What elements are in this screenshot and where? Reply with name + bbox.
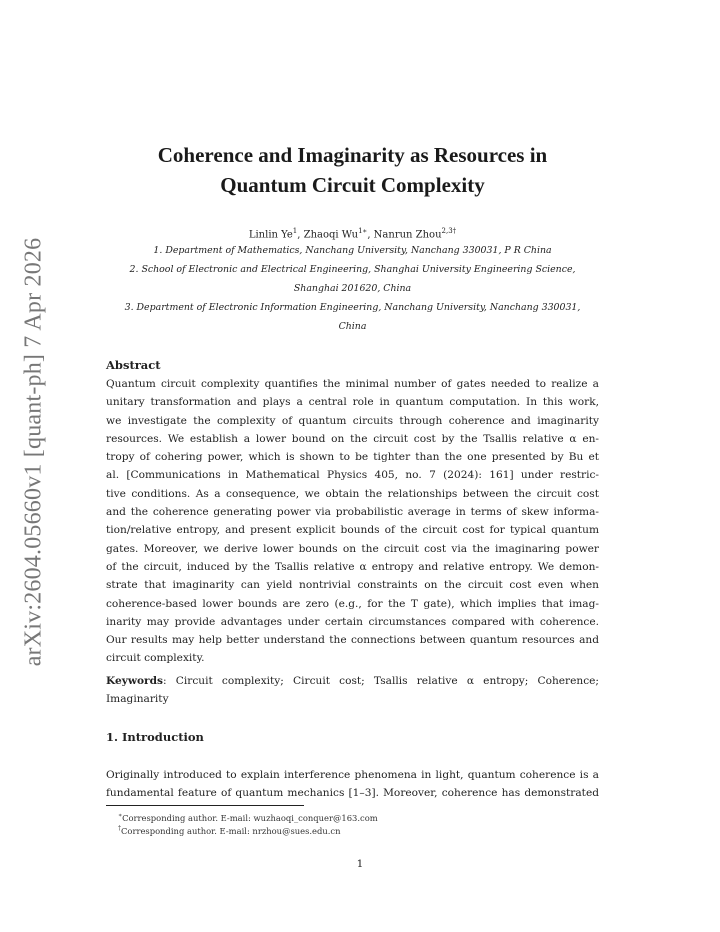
arxiv-identifier-text: arXiv:2604.05660v1 [quant-ph] 7 Apr 2026 xyxy=(20,237,47,667)
keywords xyxy=(106,672,599,709)
abstract-line: gates. Moreover, we derive lower bounds on the circuit cost via the imaginaring power xyxy=(106,542,599,555)
paper-title xyxy=(105,140,600,200)
author-sup: 2,3† xyxy=(441,227,457,235)
affiliation-line: 1. Department of Mathematics, Nanchang University, Nanchang 330031, P R China xyxy=(153,245,552,256)
footnote-text: Corresponding author. E-mail: nrzhou@sues.edu.cn xyxy=(121,825,341,836)
abstract-line: al. [Communications in Mathematical Physics 405, no. 7 (2024): 161] under restric- xyxy=(106,469,599,482)
abstract-line: coherence-based lower bounds are zero (e.g., for the T gate), which implies that imag- xyxy=(106,597,599,610)
title-line-1: Coherence and Imaginarity as Resources in xyxy=(157,143,548,167)
affiliation-line: 2. School of Electronic and Electrical Engineering, Shanghai University Engineering Science, xyxy=(129,264,576,275)
abstract-line: Our results may help better understand the connections between quantum resources and xyxy=(106,634,599,647)
affiliations xyxy=(105,241,600,336)
footnote-text: Corresponding author. E-mail: wuzhaoqi_conquer@163.com xyxy=(122,812,378,823)
footnote xyxy=(118,822,341,838)
abstract-line: unitary transformation and plays a central role in quantum computation. In this work, xyxy=(106,396,599,409)
section-heading: 1. Introduction xyxy=(106,730,204,744)
abstract-line: tion/relative entropy, and present explicit bounds of the circuit cost for typical quantum xyxy=(106,524,599,537)
abstract-line: we investigate the complexity of quantum circuits through coherence and imaginarity xyxy=(106,414,599,427)
abstract-line: tropy of cohering power, which is shown to be tighter than the one presented by Bu et xyxy=(106,451,599,464)
author-sup: 1∗ xyxy=(358,227,368,235)
introduction-body xyxy=(106,766,599,803)
arxiv-identifier xyxy=(14,237,54,667)
abstract-line: circuit complexity. xyxy=(106,652,205,665)
title-line-2: Quantum Circuit Complexity xyxy=(220,173,485,197)
affiliation-line: 3. Department of Electronic Information Engineering, Nanchang University, Nanchang 330031, xyxy=(124,302,581,313)
abstract-line: strate that imaginarity can yield nontrivial constraints on the circuit cost even when xyxy=(106,579,599,592)
intro-line: fundamental feature of quantum mechanics [1–3]. Moreover, coherence has demonstrated xyxy=(106,787,599,800)
footnote-rule xyxy=(106,805,304,806)
keywords-text: : Circuit complexity; Circuit cost; Tsallis relative α entropy; Coherence; xyxy=(163,675,599,687)
page-number: 1 xyxy=(356,858,364,870)
keywords-label: Keywords xyxy=(106,675,164,687)
abstract-body xyxy=(106,375,599,668)
abstract-line: resources. We establish a lower bound on the circuit cost by the Tsallis relative α en- xyxy=(106,432,599,445)
affiliation-line: China xyxy=(338,321,367,332)
abstract-line: tive conditions. As a consequence, we obtain the relationships between the circuit cost xyxy=(106,487,599,500)
author-name: Nanrun Zhou xyxy=(373,229,442,241)
abstract-heading: Abstract xyxy=(106,358,161,372)
intro-line: Originally introduced to explain interference phenomena in light, quantum coherence is a xyxy=(106,769,599,781)
author-sup: 1 xyxy=(292,227,298,235)
abstract-line: of the circuit, induced by the Tsallis relative α entropy and relative entropy. We demon- xyxy=(106,560,599,573)
author-list: Linlin Ye$^1$, Zhaoqi $Wu^{1∗}$, Nanrun Zhou$^{2,3\dagger}$ xyxy=(248,227,457,241)
affiliation-line: Shanghai 201620, China xyxy=(293,283,412,294)
abstract-line: and the coherence generating power via probabilistic average in terms of skew informa- xyxy=(106,506,599,519)
keywords-text-cont: Imaginarity xyxy=(106,693,169,706)
author-name: Linlin Ye xyxy=(248,229,293,241)
footnote-mark: † xyxy=(118,825,121,832)
author-name: Zhaoqi Wu xyxy=(303,229,359,241)
abstract-line: Quantum circuit complexity quantifies the minimal number of gates needed to realize a xyxy=(106,378,599,390)
footnote-mark: ∗ xyxy=(118,812,123,819)
abstract-line: inarity may provide advantages under certain circumstances compared with coherence. xyxy=(106,615,599,628)
